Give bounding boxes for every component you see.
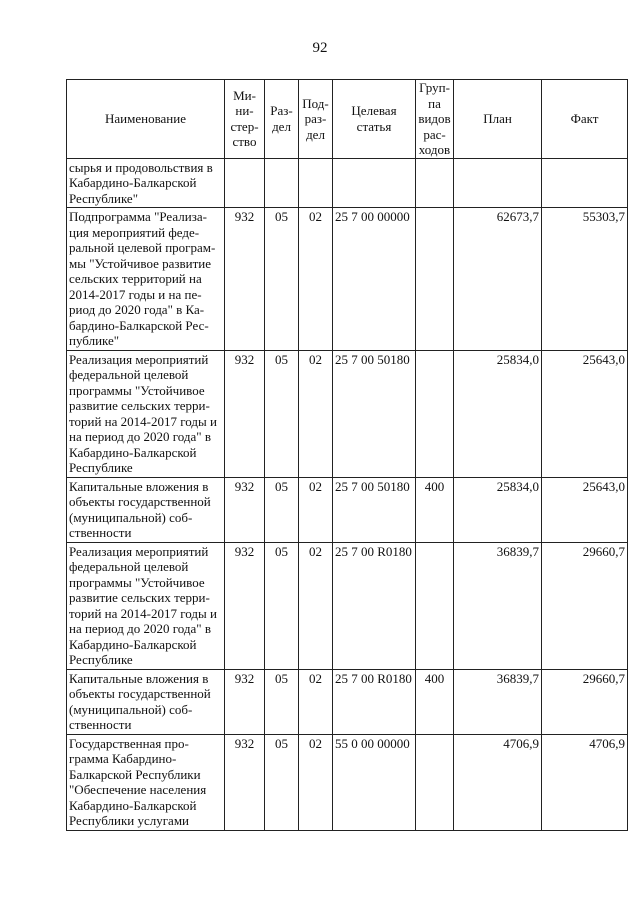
cell-fact: 29660,7 xyxy=(542,669,628,734)
cell-article: 25 7 00 00000 xyxy=(333,208,416,351)
cell-ministry: 932 xyxy=(225,669,265,734)
cell-name: сырья и продовольствия в Кабардино-Балкарской Республике" xyxy=(67,158,225,208)
header-plan: План xyxy=(454,80,542,159)
cell-section: 05 xyxy=(265,477,299,542)
table-row xyxy=(67,158,628,208)
cell-ministry: 932 xyxy=(225,542,265,669)
cell-section: 05 xyxy=(265,669,299,734)
cell-ministry: 932 xyxy=(225,734,265,830)
table-header-row xyxy=(67,80,628,159)
cell-plan: 36839,7 xyxy=(454,669,542,734)
cell-group xyxy=(416,350,454,477)
cell-ministry: 932 xyxy=(225,208,265,351)
cell-section: 05 xyxy=(265,542,299,669)
cell-ministry: 932 xyxy=(225,477,265,542)
cell-fact: 29660,7 xyxy=(542,542,628,669)
cell-fact: 55303,7 xyxy=(542,208,628,351)
budget-table xyxy=(66,79,628,831)
cell-fact: 25643,0 xyxy=(542,350,628,477)
cell-group xyxy=(416,158,454,208)
header-group: Груп- па видов рас- ходов xyxy=(416,80,454,159)
table-row xyxy=(67,208,628,351)
header-section: Раз- дел xyxy=(265,80,299,159)
cell-article: 25 7 00 R0180 xyxy=(333,669,416,734)
table-row xyxy=(67,542,628,669)
cell-section xyxy=(265,158,299,208)
cell-subsection: 02 xyxy=(299,350,333,477)
cell-section: 05 xyxy=(265,350,299,477)
cell-name: Реализация мероприятий федеральной целевой программы "Устойчивое развитие сельских терри-торий на 2014-2017 годы и на период до 2020 года" в Кабардино-Балкарской Республике xyxy=(67,542,225,669)
cell-group xyxy=(416,734,454,830)
header-ministry: Ми- ни- стер- ство xyxy=(225,80,265,159)
cell-article: 25 7 00 50180 xyxy=(333,477,416,542)
cell-subsection: 02 xyxy=(299,542,333,669)
cell-name: Подпрограмма "Реализа-ция мероприятий феде-ральной целевой програм-мы "Устойчивое развитие сельских территорий на 2014-2017 годы и на пе-риод до 2020 года" в Ка-бардино-Балкарской Рес-публике" xyxy=(67,208,225,351)
table-row xyxy=(67,350,628,477)
cell-article: 25 7 00 50180 xyxy=(333,350,416,477)
cell-plan: 25834,0 xyxy=(454,350,542,477)
cell-article: 25 7 00 R0180 xyxy=(333,542,416,669)
cell-fact: 25643,0 xyxy=(542,477,628,542)
header-fact: Факт xyxy=(542,80,628,159)
cell-name: Капитальные вложения в объекты государственной (муниципальной) соб-ственности xyxy=(67,669,225,734)
table-row xyxy=(67,669,628,734)
cell-plan: 36839,7 xyxy=(454,542,542,669)
cell-ministry xyxy=(225,158,265,208)
cell-plan: 25834,0 xyxy=(454,477,542,542)
table-row xyxy=(67,734,628,830)
cell-name: Государственная про-грамма Кабардино-Балкарской Республики "Обеспечение населения Кабардино-Балкарской Республики услугами xyxy=(67,734,225,830)
table-row xyxy=(67,477,628,542)
cell-group xyxy=(416,542,454,669)
cell-subsection: 02 xyxy=(299,669,333,734)
cell-plan xyxy=(454,158,542,208)
header-subsection: Под- раз- дел xyxy=(299,80,333,159)
cell-group: 400 xyxy=(416,669,454,734)
cell-group xyxy=(416,208,454,351)
page-number: 92 xyxy=(312,40,328,56)
cell-subsection: 02 xyxy=(299,477,333,542)
cell-section: 05 xyxy=(265,734,299,830)
cell-subsection: 02 xyxy=(299,208,333,351)
cell-section: 05 xyxy=(265,208,299,351)
cell-ministry: 932 xyxy=(225,350,265,477)
cell-fact: 4706,9 xyxy=(542,734,628,830)
cell-article xyxy=(333,158,416,208)
cell-plan: 4706,9 xyxy=(454,734,542,830)
cell-plan: 62673,7 xyxy=(454,208,542,351)
cell-subsection xyxy=(299,158,333,208)
header-name: Наименование xyxy=(67,80,225,159)
cell-article: 55 0 00 00000 xyxy=(333,734,416,830)
cell-subsection: 02 xyxy=(299,734,333,830)
cell-name: Реализация мероприятий федеральной целевой программы "Устойчивое развитие сельских терри-торий на 2014-2017 годы и на период до 2020 года" в Кабардино-Балкарской Республике xyxy=(67,350,225,477)
header-article: Целевая статья xyxy=(333,80,416,159)
cell-fact xyxy=(542,158,628,208)
cell-group: 400 xyxy=(416,477,454,542)
cell-name: Капитальные вложения в объекты государственной (муниципальной) соб-ственности xyxy=(67,477,225,542)
